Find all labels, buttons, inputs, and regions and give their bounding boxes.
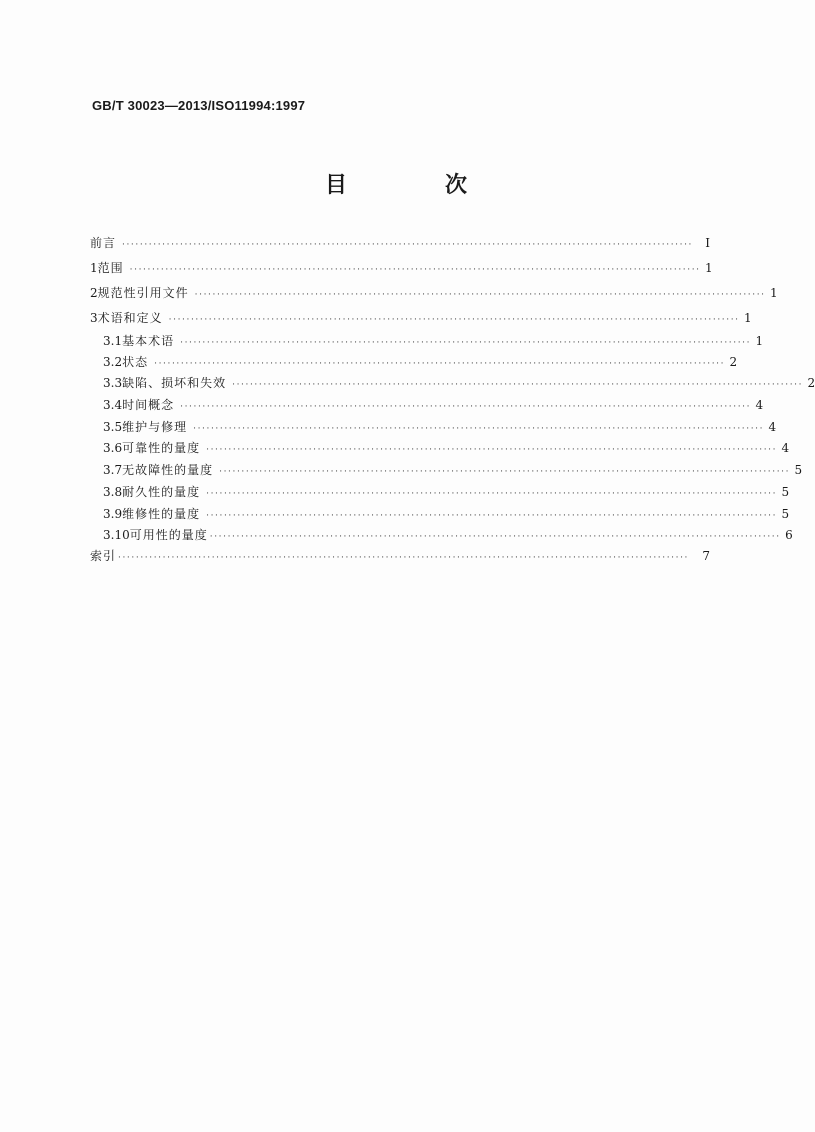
toc-subentry-3-2[interactable]: [103, 353, 738, 371]
toc-entry-label: 范围: [97, 261, 124, 275]
standard-code: GB/T 30023—2013/ISO11994:1997: [92, 98, 306, 113]
toc-entry-label: 可靠性的量度: [122, 441, 201, 455]
toc-entry-number: 3.4: [103, 398, 123, 412]
toc-entry-terms-definitions[interactable]: [90, 309, 752, 327]
toc-entry-page: 1: [770, 286, 778, 300]
toc-entry-label: 可用性的量度: [129, 528, 208, 542]
toc-leader-dots: ································································································································: [194, 290, 766, 300]
toc-entry-label: 基本术语: [122, 334, 175, 348]
toc-entry-page: 2: [729, 355, 738, 369]
toc-entry-label: 无故障性的量度: [122, 463, 214, 477]
toc-entry-foreword[interactable]: [90, 234, 710, 252]
toc-leader-dots: ································································································································: [122, 240, 694, 250]
toc-leader-dots: ································································································································: [206, 511, 778, 521]
toc-leader-dots: ································································································································: [206, 445, 778, 455]
toc-entry-page: 4: [755, 398, 764, 412]
toc-subentry-3-7[interactable]: [103, 461, 803, 479]
toc-leader-dots: ································································································································: [180, 338, 752, 348]
toc-entry-page: 5: [781, 485, 790, 499]
toc-leader-dots: ································································································································: [209, 532, 781, 542]
toc-entry-label: 维修性的量度: [122, 507, 201, 521]
toc-subentry-3-10[interactable]: [103, 526, 793, 544]
toc-entry-number: 3.3: [103, 376, 123, 390]
toc-subentry-3-4[interactable]: [103, 396, 764, 414]
toc-entry-page: 6: [785, 528, 793, 542]
toc-leader-dots: ································································································································: [232, 380, 804, 390]
toc-entry-label: 状态: [122, 355, 149, 369]
toc-entry-number: 2: [90, 286, 98, 300]
toc-subentry-3-3[interactable]: [103, 374, 815, 392]
toc-entry-label: 前言: [90, 236, 117, 250]
toc-entry-page: 1: [705, 261, 713, 275]
toc-entry-page: 1: [744, 311, 752, 325]
toc-subentry-3-6[interactable]: [103, 439, 790, 457]
toc-entry-page: 5: [794, 463, 803, 477]
page-title: 目 次: [324, 173, 505, 198]
toc-entry-number: 3.7: [103, 463, 123, 477]
toc-leader-dots: ································································································································: [129, 265, 701, 275]
toc-entry-normative-references[interactable]: [90, 284, 778, 302]
toc-entry-page: 2: [807, 376, 815, 390]
toc-leader-dots: ································································································································: [180, 402, 752, 412]
toc-entry-number: 3.5: [103, 420, 123, 434]
toc-subentry-3-8[interactable]: [103, 483, 790, 501]
toc-entry-label: 耐久性的量度: [122, 485, 201, 499]
toc-entry-label: 时间概念: [122, 398, 175, 412]
toc-entry-label: 维护与修理: [122, 420, 188, 434]
toc-entry-page: 7: [702, 549, 710, 563]
toc-entry-page: Ⅰ: [705, 236, 710, 250]
toc-entry-number: 3.8: [103, 485, 123, 499]
toc-entry-number: 1: [90, 261, 98, 275]
toc-leader-dots: ································································································································: [193, 424, 765, 434]
toc-leader-dots: ································································································································: [206, 489, 778, 499]
toc-leader-dots: ································································································································: [168, 315, 740, 325]
toc-entry-page: 4: [781, 441, 790, 455]
toc-subentry-3-9[interactable]: [103, 505, 790, 523]
toc-entry-page: 1: [755, 334, 764, 348]
toc-entry-number: 3.10: [103, 528, 130, 542]
toc-entry-label: 术语和定义: [97, 311, 163, 325]
toc-entry-label: 规范性引用文件: [97, 286, 189, 300]
toc-entry-page: 5: [781, 507, 790, 521]
toc-entry-number: 3.9: [103, 507, 123, 521]
toc-entry-index[interactable]: [90, 547, 710, 565]
toc-entry-number: 3.2: [103, 355, 123, 369]
toc-subentry-3-1[interactable]: [103, 332, 764, 350]
toc-entry-page: 4: [768, 420, 777, 434]
toc-entry-number: 3.6: [103, 441, 123, 455]
toc-entry-label: 缺陷、损坏和失效: [122, 376, 227, 390]
toc-leader-dots: ································································································································: [154, 359, 726, 369]
toc-leader-dots: ································································································································: [219, 467, 791, 477]
toc-leader-dots: ································································································································: [118, 553, 690, 563]
toc-entry-label: 索引: [90, 549, 117, 563]
toc-entry-number: 3.1: [103, 334, 123, 348]
toc-entry-scope[interactable]: [90, 259, 713, 277]
toc-entry-number: 3: [90, 311, 98, 325]
toc-subentry-3-5[interactable]: [103, 418, 777, 436]
